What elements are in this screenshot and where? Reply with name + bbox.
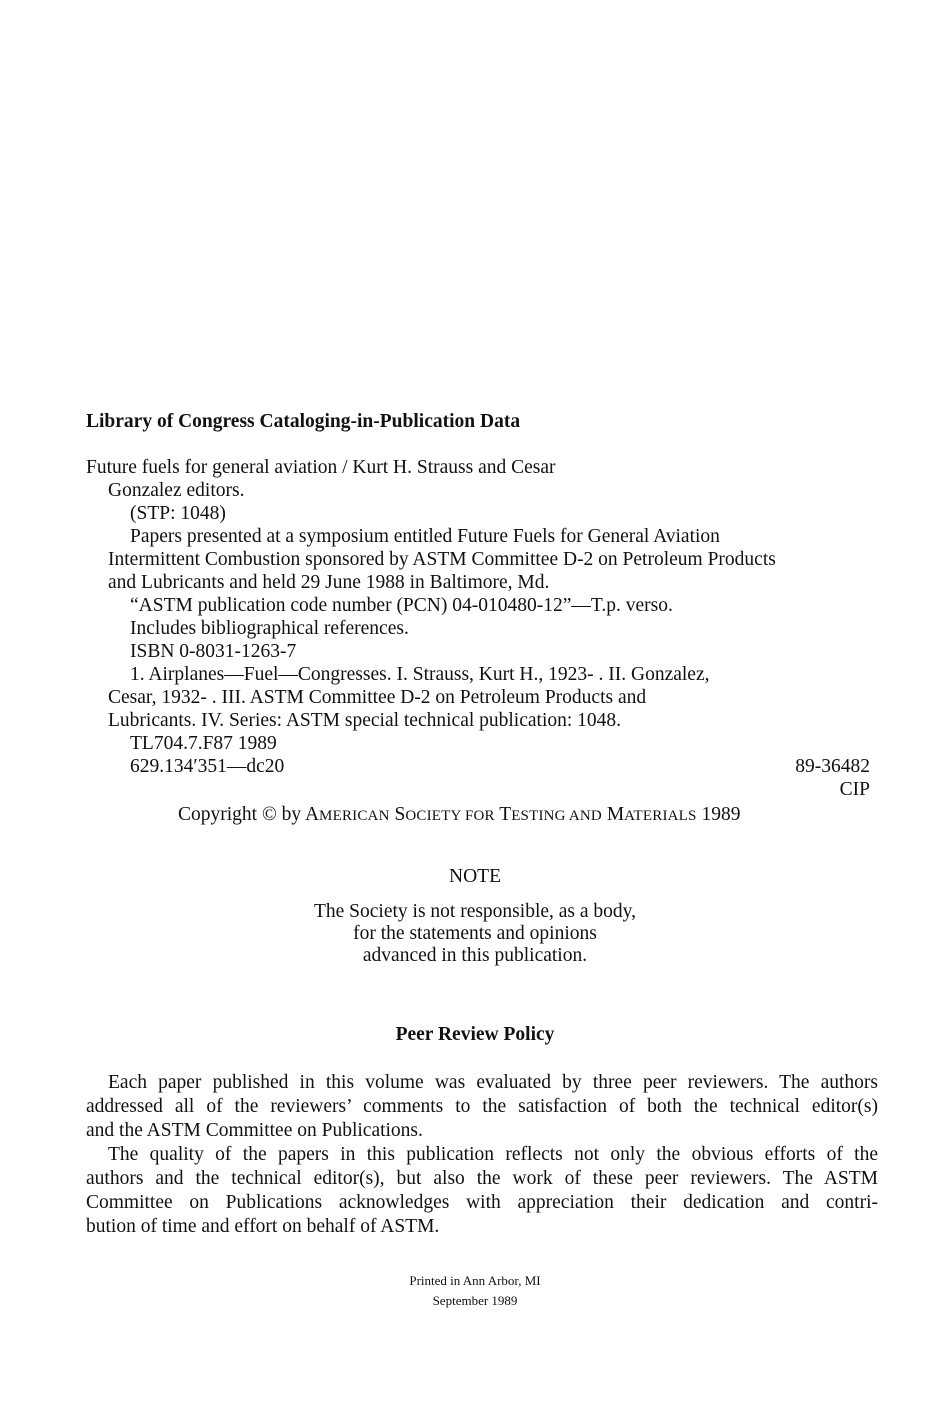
org-initial: M [606, 804, 625, 825]
org-rest: ATERIALS [624, 808, 697, 824]
note-line: The Society is not responsible, as a body, [313, 901, 637, 922]
peer-review-paragraph-1 [86, 1071, 878, 1143]
paragraph-line: addressed all of the reviewers’ comments to the satisfaction of both the technical editor(s) [86, 1096, 878, 1117]
printed-location: Printed in Ann Arbor, MI [409, 1273, 541, 1288]
cip-line: Future fuels for general aviation / Kurt H. Strauss and Cesar [86, 457, 556, 478]
copyright-prefix: Copyright © by [178, 804, 305, 825]
org-initial: T [499, 804, 512, 825]
org-rest: ESTING AND [511, 808, 602, 824]
paragraph-line: Each paper published in this volume was evaluated by three peer reviewers. The authors [108, 1072, 878, 1093]
cip-line: 629.134′351—dc20 [130, 756, 285, 777]
copyright-line [178, 803, 740, 828]
peer-review-heading: Peer Review Policy [395, 1024, 555, 1045]
org-rest: OCIETY FOR [405, 808, 495, 824]
cip-heading: Library of Congress Cataloging-in-Publication Data [86, 411, 521, 432]
cip-line: “ASTM publication code number (PCN) 04-010480-12”—T.p. verso. [130, 595, 673, 616]
note-line: for the statements and opinions [353, 923, 597, 944]
cip-line: Intermittent Combustion sponsored by ASTM Committee D-2 on Petroleum Products [108, 549, 776, 570]
peer-review-paragraph-2 [86, 1143, 878, 1239]
org-initial: A [304, 804, 320, 825]
cip-line: TL704.7.F87 1989 [130, 733, 277, 754]
cip-line: Gonzalez editors. [108, 480, 245, 501]
org-rest: MERICAN [319, 808, 390, 824]
copyright-year: 1989 [701, 804, 741, 825]
paragraph-line: Committee on Publications acknowledges with appreciation their dedication and contri- [86, 1192, 878, 1213]
cip-line: and Lubricants and held 29 June 1988 in Baltimore, Md. [108, 572, 550, 593]
cip-line: 1. Airplanes—Fuel—Congresses. I. Strauss, Kurt H., 1923- . II. Gonzalez, [130, 664, 710, 685]
cip-line: (STP: 1048) [130, 503, 226, 524]
org-initial: S [394, 804, 406, 825]
cip-line: ISBN 0-8031-1263-7 [130, 641, 297, 662]
cip-line: Papers presented at a symposium entitled Future Fuels for General Aviation [130, 526, 720, 547]
paragraph-line: and the ASTM Committee on Publications. [86, 1120, 423, 1141]
cip-line: Cesar, 1932- . III. ASTM Committee D-2 on Petroleum Products and [108, 687, 647, 708]
cip-label: CIP [839, 779, 870, 800]
paragraph-line: The quality of the papers in this publication reflects not only the obvious efforts of the [108, 1144, 878, 1165]
note-title: NOTE [449, 866, 501, 887]
cip-line: Lubricants. IV. Series: ASTM special technical publication: 1048. [108, 710, 622, 731]
paragraph-line: bution of time and effort on behalf of ASTM. [86, 1216, 440, 1237]
cip-line: Includes bibliographical references. [130, 618, 409, 639]
lccn-number: 89-36482 [795, 756, 870, 777]
note-line: advanced in this publication. [362, 945, 588, 966]
paragraph-line: authors and the technical editor(s), but also the work of these peer reviewers. The ASTM [86, 1168, 878, 1189]
printed-date: September 1989 [432, 1293, 518, 1308]
